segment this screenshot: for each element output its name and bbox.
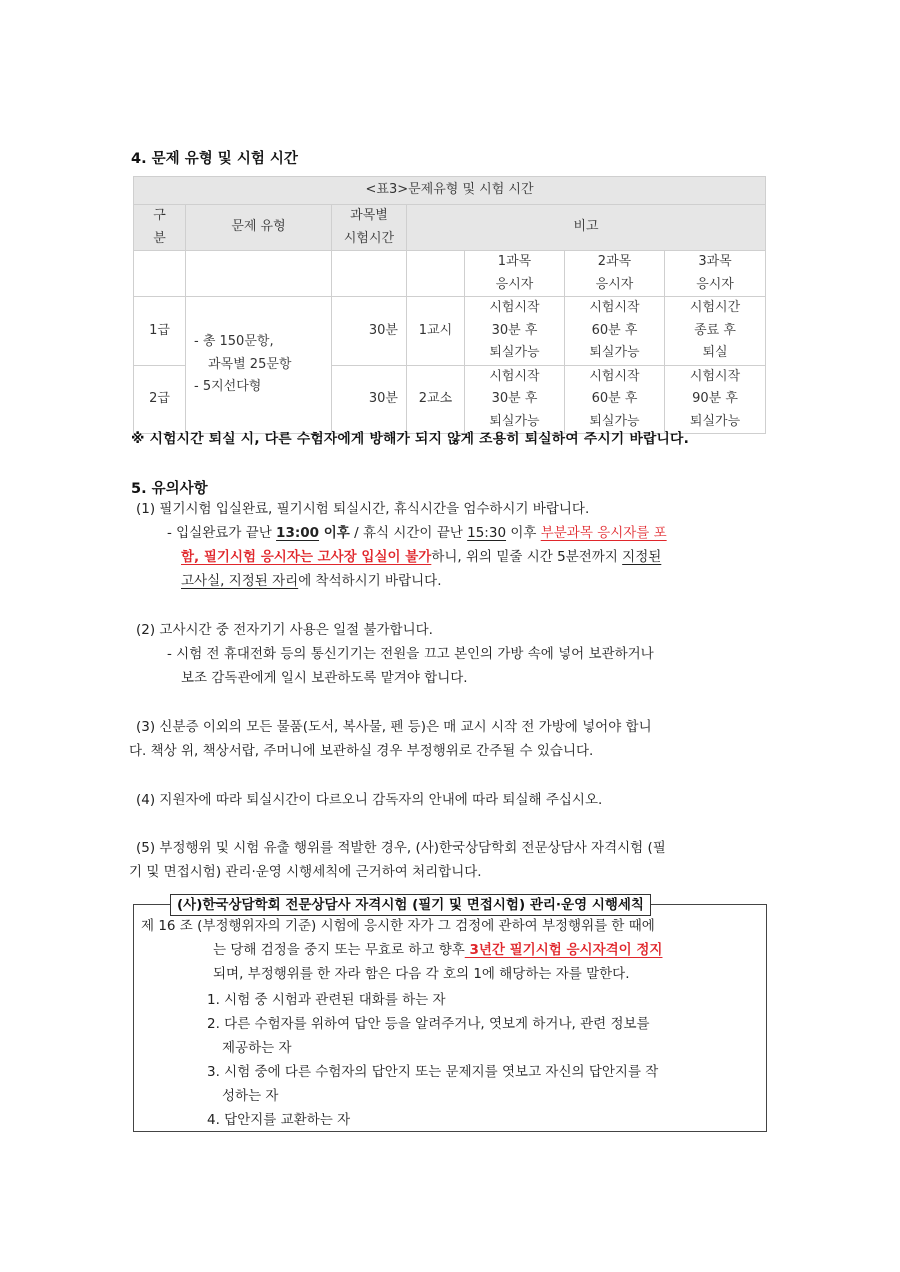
table-row [134, 297, 766, 366]
article-16-line-2: 는 당해 검정을 중지 또는 무효로 하고 향후 3년간 필기시험 응시자격이 정지 [213, 942, 663, 958]
section-5-heading: 5. 유의사항 [131, 481, 208, 497]
regulation-item-3: 3. 시험 중에 다른 수험자의 답안지 또는 문제지를 엿보고 자신의 답안지를 작 [207, 1064, 659, 1080]
period-cell: 2교소 [407, 365, 465, 434]
regulation-box-title: (사)한국상담학회 전문상담사 자격시험 (필기 및 면접시험) 관리·운영 시행세칙 [170, 894, 651, 916]
notice-item-3-line-1: (3) 신분증 이외의 모든 물품(도서, 복사물, 펜 등)은 매 교시 시작 전 가방에 넣어야 합니 [136, 719, 652, 735]
time-cell: 30분 [332, 365, 407, 434]
notice-item-3-line-2: 다. 책상 위, 책상서랍, 주머니에 보관하실 경우 부정행위로 간주될 수 있습니다. [129, 743, 594, 759]
exam-time-table [133, 176, 766, 434]
note-cell: 시험시작 90분 후 퇴실가능 [665, 365, 766, 434]
subheader-2-subject: 2과목 응시자 [565, 251, 665, 297]
regulation-item-2: 2. 다른 수험자를 위하여 답안 등을 알려주거나, 엿보게 하거나, 관련 정보를 [207, 1016, 650, 1032]
notice-item-1-line-2: 함, 필기시험 응시자는 고사장 입실이 불가하니, 위의 밑줄 시간 5분전까지 지정된 [181, 549, 662, 565]
header-problem-type: 문제 유형 [186, 205, 332, 251]
period-cell: 1교시 [407, 297, 465, 366]
note-cell: 시험시작 30분 후 퇴실가능 [465, 365, 565, 434]
notice-item-1-line-3: 고사실, 지정된 자리에 착석하시기 바랍니다. [181, 573, 442, 589]
entry-deadline-time: 13:00 [276, 525, 320, 541]
red-penalty-text: 3년간 필기시험 응시자격이 정지 [464, 942, 663, 958]
problem-type-cell: - 총 150문항, 과목별 25문항 - 5지선다형 [186, 297, 332, 434]
time-cell: 30분 [332, 297, 407, 366]
break-end-time: 15:30 [467, 525, 507, 541]
article-16-line-1: 제 16 조 (부정행위자의 기준) 시험에 응시한 자가 그 검정에 관하여 부정행위를 한 때에 [141, 918, 655, 934]
note-cell: 시험시간 종료 후 퇴실 [665, 297, 766, 366]
note-cell: 시험시작 30분 후 퇴실가능 [465, 297, 565, 366]
section-4-heading: 4. 문제 유형 및 시험 시간 [131, 151, 298, 167]
note-cell: 시험시작 60분 후 퇴실가능 [565, 365, 665, 434]
table-footnote: ※ 시험시간 퇴실 시, 다른 수험자에게 방해가 되지 않게 조용히 퇴실하여 주시기 바랍니다. [131, 431, 690, 447]
article-16-line-3: 되며, 부정행위를 한 자라 함은 다음 각 호의 1에 해당하는 자를 말한다. [213, 966, 630, 982]
notice-item-1-line-1: - 입실완료가 끝난 13:00 이후 / 휴식 시간이 끝난 15:30 이후 부분과목 응시자를 포 [167, 525, 667, 541]
red-warning-text: 부분과목 응시자를 포 [540, 525, 667, 541]
notice-item-5-line-2: 기 및 면접시험) 관리·운영 시행세칙에 근거하여 처리합니다. [129, 864, 482, 880]
notice-item-2-line-2: 보조 감독관에게 일시 보관하도록 맡겨야 합니다. [181, 670, 468, 686]
notice-item-5-line-1: (5) 부정행위 및 시험 유출 행위를 적발한 경우, (사)한국상담학회 전문상담사 자격시험 (필 [136, 840, 666, 856]
subheader-1-subject: 1과목 응시자 [465, 251, 565, 297]
note-cell: 시험시작 60분 후 퇴실가능 [565, 297, 665, 366]
regulation-item-3-cont: 성하는 자 [222, 1088, 279, 1104]
notice-item-1-title: (1) 필기시험 입실완료, 필기시험 퇴실시간, 휴식시간을 엄수하시기 바랍니다. [136, 501, 590, 517]
grade-cell: 1급 [134, 297, 186, 366]
table-caption: <표3>문제유형 및 시험 시간 [134, 177, 766, 205]
grade-cell: 2급 [134, 365, 186, 434]
header-subject-time: 과목별 시험시간 [332, 205, 407, 251]
regulation-item-4: 4. 답안지를 교환하는 자 [207, 1112, 351, 1128]
header-grade: 구 분 [134, 205, 186, 251]
regulation-item-2-cont: 제공하는 자 [222, 1040, 292, 1056]
red-warning-text: 함, 필기시험 응시자는 고사장 입실이 불가 [181, 549, 432, 565]
notice-item-4-line-1: (4) 지원자에 따라 퇴실시간이 다르오니 감독자의 안내에 따라 퇴실해 주십시오. [136, 792, 603, 808]
notice-item-2-line-1: - 시험 전 휴대전화 등의 통신기기는 전원을 끄고 본인의 가방 속에 넣어 보관하거나 [167, 646, 654, 662]
subheader-3-subject: 3과목 응시자 [665, 251, 766, 297]
notice-item-2-title: (2) 고사시간 중 전자기기 사용은 일절 불가합니다. [136, 622, 433, 638]
regulation-item-1: 1. 시험 중 시험과 관련된 대화를 하는 자 [207, 992, 446, 1008]
header-note: 비고 [407, 205, 766, 251]
